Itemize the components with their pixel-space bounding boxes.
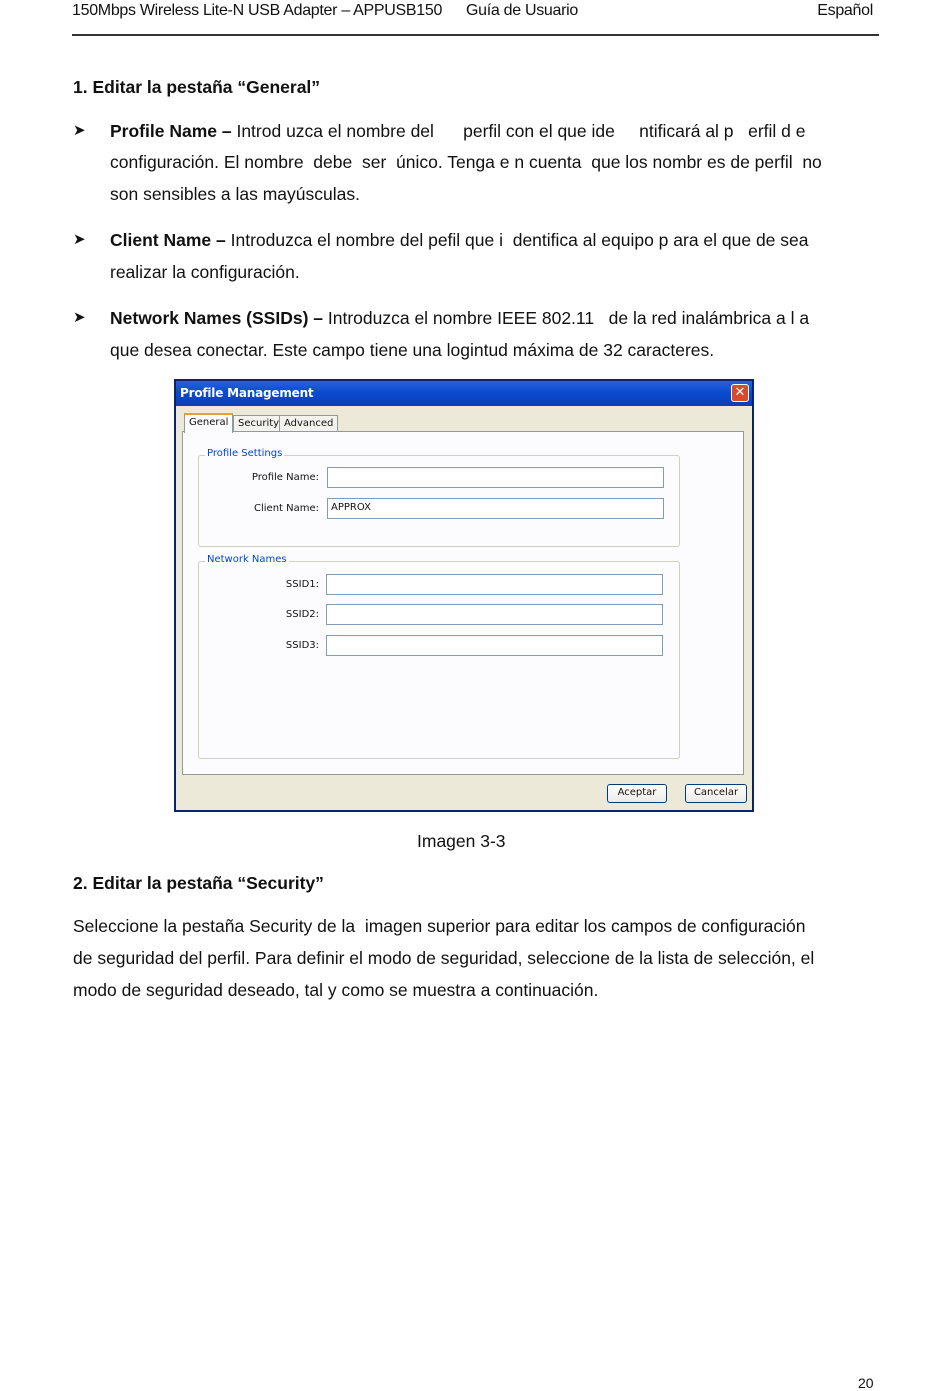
- accept-button[interactable]: Aceptar: [607, 784, 667, 803]
- dialog-title: Profile Management: [180, 386, 314, 400]
- bullet-text-line: que desea conectar. Este campo tiene una logintud máxima de 32 caracteres.: [110, 340, 715, 360]
- section2-heading: 2. Editar la pestaña “Security”: [73, 873, 324, 893]
- network-names-group: [198, 554, 680, 759]
- cancel-button[interactable]: Cancelar: [685, 784, 747, 803]
- bullet-client-name: [110, 229, 809, 251]
- paragraph-line: Seleccione la pestaña Security de la imagen superior para editar los campos de configuración: [73, 916, 806, 936]
- bullet-text-line: realizar la configuración.: [110, 262, 300, 282]
- bullet-text: Introd uzca el nombre del perfil con el que ide ntificará al p erfil d e: [236, 121, 806, 141]
- ssid3-input[interactable]: [326, 635, 663, 656]
- profile-settings-legend: Profile Settings: [207, 448, 283, 459]
- paragraph-line: modo de seguridad deseado, tal y como se muestra a continuación.: [73, 980, 599, 1000]
- bullet-term: Profile Name –: [110, 121, 232, 141]
- page-number: 20: [858, 1375, 874, 1391]
- ssid1-label: SSID1:: [285, 579, 319, 590]
- client-name-label: Client Name:: [254, 503, 319, 514]
- ssid2-input[interactable]: [326, 604, 663, 625]
- bullet-text: Introduzca el nombre del pefil que i dentifica al equipo p ara el que de sea: [230, 230, 809, 250]
- header-language: Español: [817, 2, 873, 19]
- bullet-term: Network Names (SSIDs) –: [110, 308, 323, 328]
- close-icon[interactable]: ✕: [731, 384, 749, 402]
- bullet-text-line: son sensibles a las mayúsculas.: [110, 184, 360, 204]
- bullet-network-names: [110, 307, 809, 329]
- ssid3-label: SSID3:: [285, 640, 319, 651]
- profile-name-input[interactable]: [327, 467, 664, 488]
- network-names-legend: Network Names: [207, 554, 287, 565]
- bullet-term: Client Name –: [110, 230, 226, 250]
- bullet-profile-name: [110, 120, 806, 142]
- tab-security[interactable]: Security: [233, 415, 284, 433]
- bullet-text-line: configuración. El nombre debe ser único. Tenga e n cuenta que los nombr es de perfil no: [110, 152, 822, 172]
- client-name-input[interactable]: APPROX: [327, 498, 664, 519]
- profile-name-label: Profile Name:: [251, 472, 319, 483]
- ssid2-label: SSID2:: [285, 609, 319, 620]
- header-product: 150Mbps Wireless Lite-N USB Adapter – APPUSB150: [72, 2, 443, 19]
- dialog-titlebar: [176, 381, 752, 406]
- figure-caption: Imagen 3-3: [417, 831, 506, 851]
- general-tab-pane: [182, 431, 744, 775]
- bullet-arrow-icon: ➤: [73, 231, 86, 248]
- profile-management-dialog: [174, 379, 754, 812]
- section1-heading: 1. Editar la pestaña “General”: [73, 77, 321, 97]
- page-header: [72, 0, 879, 36]
- bullet-arrow-icon: ➤: [73, 309, 86, 326]
- profile-settings-group: [198, 448, 680, 547]
- ssid1-input[interactable]: [326, 574, 663, 595]
- header-guide-title: Guía de Usuario: [466, 2, 579, 19]
- bullet-arrow-icon: ➤: [73, 122, 86, 139]
- bullet-text: Introduzca el nombre IEEE 802.11 de la red inalámbrica a l a: [327, 308, 810, 328]
- tab-advanced[interactable]: Advanced: [279, 415, 338, 433]
- tab-general[interactable]: General: [184, 413, 233, 433]
- paragraph-line: de seguridad del perfil. Para definir el modo de seguridad, seleccione de la lista de selección, el: [73, 948, 815, 968]
